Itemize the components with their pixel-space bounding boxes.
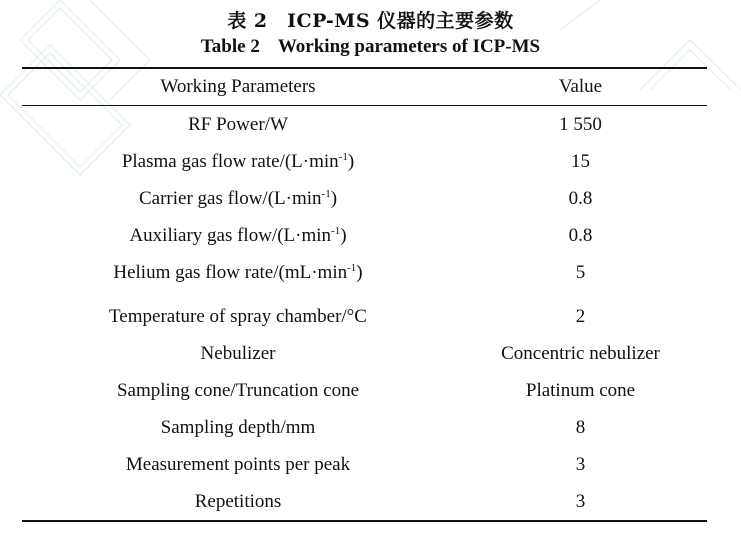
- table-caption: Working parameters of ICP-MS: [277, 36, 541, 57]
- table-row: [22, 184, 707, 214]
- table-row: [22, 110, 707, 140]
- table-bottom-rule: [22, 520, 707, 522]
- param-cell: Repetitions: [194, 491, 282, 512]
- value-cell: 1 550: [559, 114, 602, 135]
- value-cell: 2: [575, 306, 586, 327]
- table-row: [22, 147, 707, 177]
- table-row: [22, 221, 707, 251]
- param-cell: [22, 184, 454, 214]
- unit-exponent: -1: [321, 188, 331, 200]
- param-close: ): [340, 225, 347, 246]
- value-cell: Platinum cone: [525, 380, 636, 401]
- value-cell: Concentric nebulizer: [501, 343, 660, 364]
- table-row: [22, 302, 707, 332]
- table-row: [22, 487, 707, 517]
- param-close: ): [347, 151, 355, 172]
- param-cell: [22, 221, 454, 251]
- param-cell: [22, 258, 454, 288]
- value-cell: 3: [575, 491, 586, 512]
- param-text: Helium gas flow rate/(mL·min: [113, 262, 348, 283]
- value-cell: 3: [575, 454, 586, 475]
- table-row: [22, 258, 707, 288]
- table-number: Table 2: [200, 36, 260, 57]
- table-row: [22, 339, 707, 369]
- param-text: Auxiliary gas flow/(L·min: [129, 225, 332, 246]
- table-header-rule: [22, 105, 707, 106]
- param-text: Carrier gas flow/(L·min: [138, 188, 322, 209]
- value-cell: 5: [575, 262, 586, 283]
- header-value: Value: [558, 76, 603, 97]
- table-title-chinese: 表 2 ICP-MS 仪器的主要参数: [227, 10, 514, 32]
- unit-exponent: -1: [338, 151, 348, 163]
- param-cell: [22, 147, 454, 177]
- param-close: ): [330, 188, 338, 209]
- value-cell: 15: [571, 151, 590, 172]
- value-cell: 8: [575, 417, 586, 438]
- param-close: ): [356, 262, 363, 283]
- param-cell: Temperature of spray chamber/°C: [109, 306, 367, 327]
- param-cell: Measurement points per peak: [125, 454, 351, 475]
- param-cell: Sampling cone/Truncation cone: [116, 380, 360, 401]
- value-cell: 0.8: [568, 225, 593, 246]
- param-text: Plasma gas flow rate/(L·min: [121, 151, 339, 172]
- param-cell: Sampling depth/mm: [160, 417, 316, 438]
- table-top-rule: [22, 67, 707, 69]
- table-row: [22, 450, 707, 480]
- unit-exponent: -1: [347, 262, 357, 274]
- table-title-english: [0, 36, 741, 58]
- value-cell: 0.8: [568, 188, 593, 209]
- table-row: [22, 376, 707, 406]
- table-row: [22, 413, 707, 443]
- param-cell: Nebulizer: [200, 343, 276, 364]
- unit-exponent: -1: [331, 225, 341, 237]
- header-working-parameters: Working Parameters: [160, 76, 316, 97]
- table-header-row: [22, 72, 707, 102]
- param-cell: RF Power/W: [188, 114, 288, 135]
